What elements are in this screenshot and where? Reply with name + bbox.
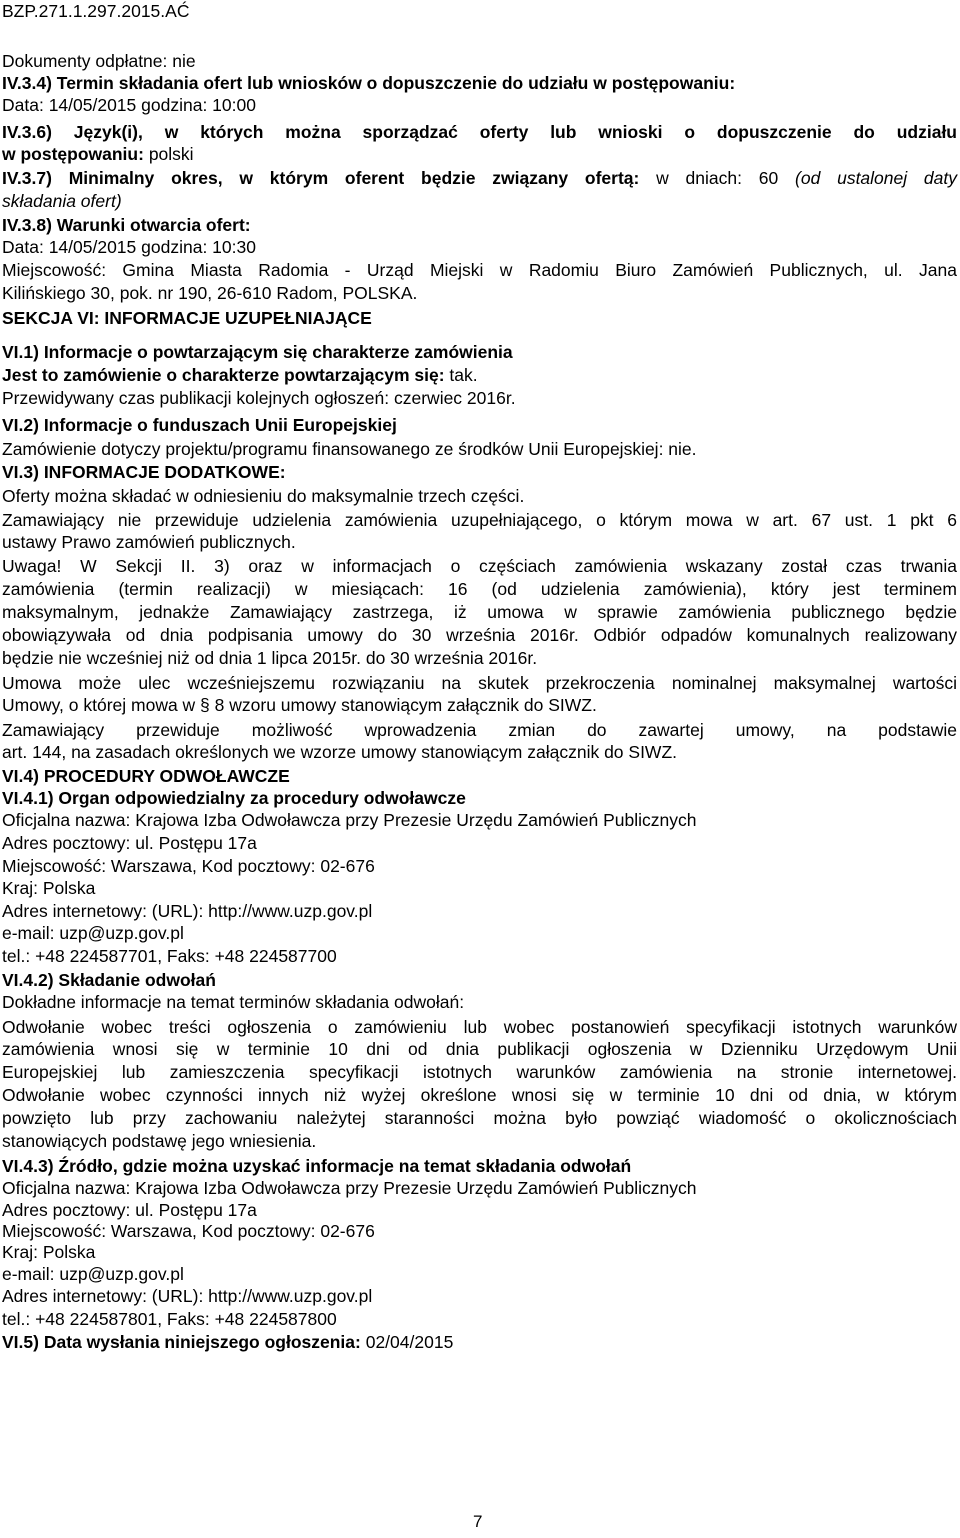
text-run: VI.4.3) Źródło, gdzie można uzyskać informacje na temat składania odwołań — [2, 1156, 632, 1176]
text-line — [2, 259, 957, 281]
text-run: Zamówienie dotyczy projektu/programu finansowanego ze środków Unii Europejskiej: nie. — [2, 439, 697, 459]
text-line — [2, 236, 256, 258]
text-run: Miejscowość: Gmina Miasta Radomia - Urząd Miejski w Radomiu Biuro Zamówień Publicznych, ul. Jana — [2, 260, 957, 280]
text-line — [2, 945, 337, 967]
text-line — [2, 787, 466, 809]
text-run: IV.3.7) Minimalny okres, w którym oferent będzie związany ofertą: — [2, 168, 640, 188]
text-run: tel.: +48 224587701, Faks: +48 224587700 — [2, 946, 337, 966]
text-run: Adres pocztowy: ul. Postępu 17a — [2, 1200, 257, 1220]
text-line — [2, 719, 957, 741]
text-line — [2, 1155, 631, 1177]
text-line — [2, 143, 194, 165]
text-line — [2, 601, 957, 623]
text-run: stanowiących podstawę jego wniesienia. — [2, 1131, 317, 1151]
text-run: 02/04/2015 — [360, 1332, 454, 1352]
text-line — [2, 1285, 372, 1307]
text-line — [2, 509, 957, 531]
text-run: Zamawiający przewiduje możliwość wprowadzenia zmian do zawartej umowy, na podstawie — [2, 720, 957, 740]
text-run: tel.: +48 224587801, Faks: +48 224587800 — [2, 1309, 337, 1329]
text-line — [2, 72, 735, 94]
text-line — [2, 1107, 957, 1129]
text-run: SEKCJA VI: INFORMACJE UZUPEŁNIAJĄCE — [2, 308, 372, 328]
text-run: Kraj: Polska — [2, 878, 96, 898]
text-line — [2, 461, 286, 483]
text-run: Europejskiej lub zamieszczenia specyfikacji istotnych warunków zamówienia na stronie internetowej. — [2, 1062, 957, 1082]
text-run: ustawy Prawo zamówień publicznych. — [2, 532, 296, 552]
text-run: powzięto lub przy zachowaniu należytej staranności można było powziąć wiadomość o okolicznościach — [2, 1108, 957, 1128]
text-run: IV.3.8) Warunki otwarcia ofert: — [2, 215, 251, 235]
text-line — [2, 741, 677, 763]
text-run: Kraj: Polska — [2, 1242, 96, 1262]
text-line — [2, 341, 513, 363]
text-line — [2, 1177, 696, 1199]
text-run: Umowy, o której mowa w § 8 wzoru umowy stanowiącym załącznik do SIWZ. — [2, 695, 597, 715]
text-run: e-mail: uzp@uzp.gov.pl — [2, 1264, 184, 1284]
text-run: VI.2) Informacje o funduszach Unii Europejskiej — [2, 415, 397, 435]
text-run: Data: 14/05/2015 godzina: 10:00 — [2, 95, 256, 115]
text-line — [2, 694, 597, 716]
text-line — [2, 1038, 957, 1060]
text-run: VI.3) INFORMACJE DODATKOWE: — [2, 462, 286, 482]
text-run: Umowa może ulec wcześniejszemu rozwiązaniu na skutek przekroczenia nominalnej maksymalnej wartości — [2, 673, 957, 693]
text-line — [2, 190, 122, 212]
text-run: w dniach: 60 — [639, 168, 796, 188]
text-line — [2, 809, 696, 831]
text-run: (od ustalonej daty — [795, 168, 957, 188]
text-run: tak. — [444, 365, 478, 385]
text-run: Data: 14/05/2015 godzina: 10:30 — [2, 237, 256, 257]
text-run: Oficjalna nazwa: Krajowa Izba Odwoławcza przy Prezesie Urzędu Zamówień Publicznych — [2, 1178, 697, 1198]
text-run: Kilińskiego 30, pok. nr 190, 26-610 Radom, POLSKA. — [2, 283, 418, 303]
text-line — [2, 1220, 375, 1242]
text-run: zamówienia wnosi się w terminie 10 dni od dnia publikacji ogłoszenia w Dzienniku Urzędowym Unii — [2, 1039, 957, 1059]
text-run: IV.3.6) Język(i), w których można sporządzać oferty lub wnioski o dopuszczenie do udziału — [2, 122, 957, 142]
text-line — [2, 1263, 184, 1285]
text-run: obowiązywała od dnia podpisania umowy do 30 września 2016r. Odbiór odpadów komunalnych realizowany — [2, 625, 957, 645]
text-line — [2, 578, 957, 600]
text-line — [2, 855, 375, 877]
text-line — [2, 214, 251, 236]
text-line — [2, 282, 417, 304]
text-run: Zamawiający nie przewiduje udzielenia zamówienia uzupełniającego, o którym mowa w art. 67 ust. 1 pkt 6 — [2, 510, 957, 530]
text-run: VI.4) PROCEDURY ODWOŁAWCZE — [2, 766, 290, 786]
text-line — [2, 900, 372, 922]
text-run: VI.5) Data wysłania niniejszego ogłoszenia: — [2, 1332, 361, 1352]
text-line — [2, 832, 257, 854]
text-line — [2, 555, 957, 577]
text-line — [2, 1016, 957, 1038]
page-number: 7 — [473, 1512, 483, 1531]
text-line — [2, 991, 464, 1013]
text-line — [2, 922, 184, 944]
text-line — [2, 1331, 453, 1353]
text-run: e-mail: uzp@uzp.gov.pl — [2, 923, 184, 943]
text-run: VI.4.1) Organ odpowiedzialny za procedury odwoławcze — [2, 788, 466, 808]
text-line — [2, 94, 256, 116]
text-line — [2, 531, 296, 553]
text-run: Uwaga! W Sekcji II. 3) oraz w informacjach o częściach zamówienia wskazany został czas trwania — [2, 556, 957, 576]
text-line — [2, 387, 516, 409]
text-line — [2, 121, 957, 143]
text-line — [2, 438, 697, 460]
text-run: art. 144, na zasadach określonych we wzorze umowy stanowiącym załącznik do SIWZ. — [2, 742, 678, 762]
text-run: Dokumenty odpłatne: nie — [2, 51, 196, 71]
text-run: Odwołanie wobec treści ogłoszenia o zamówieniu lub wobec postanowień specyfikacji istotnych warunków — [2, 1017, 957, 1037]
text-line — [2, 1130, 316, 1152]
text-line — [2, 647, 537, 669]
text-line — [2, 364, 478, 386]
text-line — [2, 672, 957, 694]
text-run: Adres internetowy: (URL): http://www.uzp.gov.pl — [2, 1286, 373, 1306]
text-run: Adres pocztowy: ul. Postępu 17a — [2, 833, 257, 853]
text-line — [2, 50, 196, 72]
text-line — [2, 167, 957, 189]
text-line — [2, 1241, 95, 1263]
text-run: Przewidywany czas publikacji kolejnych ogłoszeń: czerwiec 2016r. — [2, 388, 516, 408]
text-run: Adres internetowy: (URL): http://www.uzp.gov.pl — [2, 901, 373, 921]
text-run: będzie nie wcześniej niż od dnia 1 lipca 2015r. do 30 września 2016r. — [2, 648, 538, 668]
text-run: Oficjalna nazwa: Krajowa Izba Odwoławcza przy Prezesie Urzędu Zamówień Publicznych — [2, 810, 697, 830]
text-run: składania ofert) — [2, 191, 122, 211]
text-line — [2, 1061, 957, 1083]
text-line — [2, 877, 95, 899]
text-run: Odwołanie wobec czynności innych niż wyżej określone wnosi się w terminie 10 dni od dnia, w którym — [2, 1085, 957, 1105]
text-run: Jest to zamówienie o charakterze powtarzającym się: — [2, 365, 445, 385]
text-run: maksymalnym, jednakże Zamawiający zastrzega, iż umowa w sprawie zamówienia publicznego będzie — [2, 602, 957, 622]
text-run: VI.4.2) Składanie odwołań — [2, 970, 216, 990]
text-line — [2, 485, 524, 507]
document-reference-number: BZP.271.1.297.2015.AĆ — [2, 1, 190, 21]
text-run: zamówienia (termin realizacji) w miesiącach: 16 (od udzielenia zamówienia), który jest terminem — [2, 579, 957, 599]
text-line — [2, 414, 397, 436]
text-run: Dokładne informacje na temat terminów składania odwołań: — [2, 992, 465, 1012]
text-line — [2, 624, 957, 646]
text-run: w postępowaniu: — [2, 144, 144, 164]
text-line — [2, 969, 216, 991]
text-run: polski — [143, 144, 194, 164]
text-line — [2, 1084, 957, 1106]
text-line — [2, 1199, 257, 1221]
text-run: VI.1) Informacje o powtarzającym się charakterze zamówienia — [2, 342, 513, 362]
text-run: Miejscowość: Warszawa, Kod pocztowy: 02-676 — [2, 856, 375, 876]
text-run: Miejscowość: Warszawa, Kod pocztowy: 02-676 — [2, 1221, 375, 1241]
text-line — [2, 307, 372, 329]
text-run: Oferty można składać w odniesieniu do maksymalnie trzech części. — [2, 486, 525, 506]
text-run: IV.3.4) Termin składania ofert lub wniosków o dopuszczenie do udziału w postępowaniu: — [2, 73, 736, 93]
text-line — [2, 765, 290, 787]
text-line — [2, 1308, 337, 1330]
